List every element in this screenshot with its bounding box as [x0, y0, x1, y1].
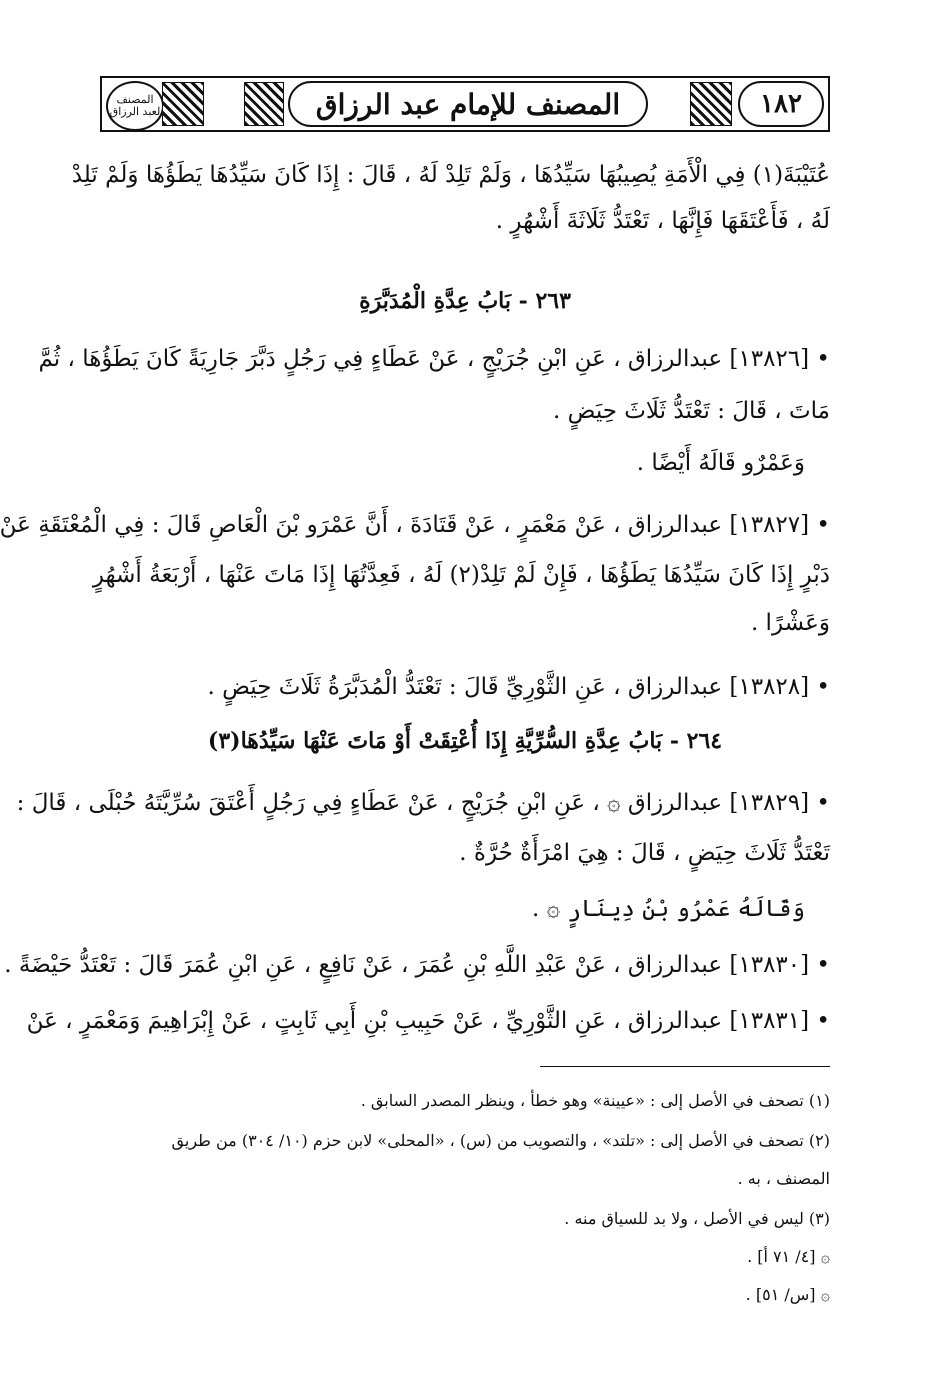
- text-line-2: لَهُ ، فَأَعْتَقَهَا فَإِنَّهَا ، تَعْتَدُّ ثَلَاثَةَ أَشْهُرٍ .: [495, 208, 830, 234]
- page-header: [100, 76, 830, 132]
- hadith-13826-line-2: مَاتَ ، قَالَ : تَعْتَدُّ ثَلَاثَ حِيَضٍ .: [553, 398, 830, 424]
- hadith-13826-line-3: وَعَمْرٌو قَالَهُ أَيْضًا .: [636, 450, 805, 476]
- seal-text: المصنف لعبد الرزاق: [109, 93, 161, 118]
- chapter-heading-264: ٢٦٤ - بَابُ عِدَّةِ السُّرِّيَّةِ إِذَا أُعْتِقَتْ أَوْ مَاتَ عَنْهَا سَيِّدُهَا(٣): [207, 728, 723, 754]
- header-ornament-left: [162, 82, 204, 126]
- footnote-1: (١) تصحف في الأصل إلى : «عيينة» وهو خطأ ، وينظر المصدر السابق .: [360, 1091, 830, 1110]
- hadith-13829-line-3: وَقَالَهُ عَمْرُو بْنُ دِينَارٍ ۞ .: [532, 896, 805, 922]
- hadith-13827-line-1: • [١٣٨٢٧] عبدالرزاق ، عَنْ مَعْمَرٍ ، عَنْ قَتَادَةَ ، أَنَّ عَمْرَو بْنَ الْعَاصِ قَالَ : فِي الْمُعْتَقَةِ عَنْ: [0, 512, 830, 538]
- book-title: المصنف للإمام عبد الرزاق: [315, 87, 621, 121]
- footnote-3: (٣) ليس في الأصل ، ولا بد للسياق منه .: [564, 1209, 830, 1228]
- header-ornament-right: [690, 82, 732, 126]
- book-title-cartouche: [288, 81, 648, 127]
- page-number: [738, 81, 824, 127]
- page-number-text: ١٨٢: [760, 89, 802, 119]
- hadith-13827-line-3: وَعَشْرًا .: [750, 610, 830, 636]
- footnote-2-line-1: (٢) تصحف في الأصل إلى : «تلتد» ، والتصويب من (س) ، «المحلى» لابن حزم (١٠/ ٣٠٤) من طريق: [171, 1131, 830, 1150]
- book-seal-logo: [106, 81, 164, 131]
- hadith-13828: • [١٣٨٢٨] عبدالرزاق ، عَنِ الثَّوْرِيِّ قَالَ : تَعْتَدُّ الْمُدَبَّرَةُ ثَلَاثَ حِيَضٍ .: [207, 674, 830, 700]
- header-ornament-left-inner: [244, 82, 284, 126]
- text-line-1: عُتَيْبَةَ(١) فِي الْأَمَةِ يُصِيبُهَا سَيِّدُهَا ، وَلَمْ تَلِدْ لَهُ ، قَالَ : إِذَا كَانَ سَيِّدُهَا يَطَؤُهَا وَلَمْ تَلِدْ: [71, 162, 830, 188]
- manuscript-ref-2: ۞ [س/ ٥١] .: [745, 1285, 830, 1304]
- hadith-13831-line-1: • [١٣٨٣١] عبدالرزاق ، عَنِ الثَّوْرِيِّ ، عَنْ حَبِيبِ بْنِ أَبِي ثَابِتٍ ، عَنْ إِبْرَاهِيمَ وَمَعْمَرٍ ، عَنْ: [26, 1008, 830, 1034]
- footnote-2-line-2: المصنف ، به .: [737, 1169, 830, 1188]
- chapter-heading-263: ٢٦٣ - بَابُ عِدَّةِ الْمُدَبَّرَةِ: [359, 288, 571, 314]
- hadith-13827-line-2: دَبْرٍ إِذَا كَانَ سَيِّدُهَا يَطَؤُهَا ، فَإِنْ لَمْ تَلِدْ(٢) لَهُ ، فَعِدَّتُهَا إِذَا مَاتَ عَنْهَا ، أَرْبَعَةُ أَشْهُرٍ: [92, 562, 830, 588]
- footnote-separator: [540, 1066, 830, 1067]
- hadith-13829-line-1: • [١٣٨٢٩] عبدالرزاق ۞ ، عَنِ ابْنِ جُرَيْجٍ ، عَنْ عَطَاءٍ فِي رَجُلٍ أَعْتَقَ سُرِّيَّتَهُ حُبْلَى ، قَالَ :: [16, 790, 830, 816]
- hadith-13829-line-2: تَعْتَدُّ ثَلَاثَ حِيَضٍ ، قَالَ : هِيَ امْرَأَةٌ حُرَّةٌ .: [459, 840, 830, 866]
- manuscript-ref-1: ۞ [٤/ ٧١ أ] .: [747, 1247, 830, 1266]
- hadith-13826-line-1: • [١٣٨٢٦] عبدالرزاق ، عَنِ ابْنِ جُرَيْجٍ ، عَنْ عَطَاءٍ فِي رَجُلٍ دَبَّرَ جَارِيَةً كَانَ يَطَؤُهَا ، ثُمَّ: [38, 346, 830, 372]
- hadith-13830: • [١٣٨٣٠] عبدالرزاق ، عَنْ عَبْدِ اللَّهِ بْنِ عُمَرَ ، عَنْ نَافِعٍ ، عَنِ ابْنِ عُمَرَ قَالَ : تَعْتَدُّ حَيْضَةً .: [4, 952, 830, 978]
